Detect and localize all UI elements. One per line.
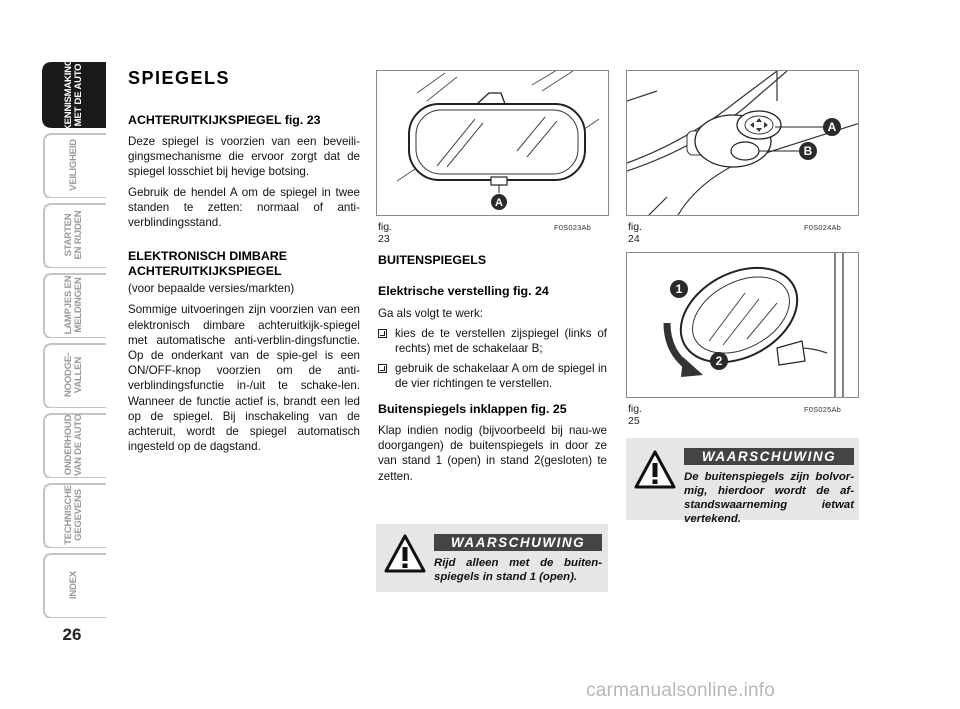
figure-23-image	[376, 70, 609, 216]
rearview-paragraph-2: Gebruik de hendel A om de spiegel in twee standen te zetten: normaal of anti-verblindingsstand.	[128, 185, 360, 230]
label-b: B	[803, 144, 813, 158]
list-item-text: kies de te verstellen zijspiegel (links of rechts) met de schakelaar B;	[395, 327, 607, 356]
tab-label: TECHNISCHE GEGEVENS	[62, 485, 84, 545]
subheading-fold: Buitenspiegels inklappen fig. 25	[378, 402, 567, 417]
section-heading-electronic: ELEKTRONISCH DIMBARE ACHTERUITKIJKSPIEGEL	[128, 249, 288, 279]
warning-text: Rijd alleen met de buiten-spiegels in stand 1 (open).	[434, 557, 602, 583]
page-title: SPIEGELS	[128, 68, 231, 88]
tab-index[interactable]	[42, 552, 106, 618]
page-number: 26	[62, 625, 82, 644]
figure-25-code: F0S025Ab	[804, 405, 842, 414]
list-item	[378, 326, 607, 356]
checkbox-icon	[378, 329, 387, 338]
label-a: A	[495, 197, 503, 209]
label-2: 2	[715, 354, 723, 368]
checkbox-icon	[378, 364, 387, 373]
tab-label: ONDERHOUD VAN DE AUTO	[62, 413, 84, 477]
electronic-subtitle: (voor bepaalde versies/markten)	[128, 282, 295, 296]
figure-23-code: F0S023Ab	[554, 223, 592, 232]
figure-24-caption: fig. 24	[628, 221, 643, 245]
tab-label: NOODGE- VALLEN	[62, 353, 84, 397]
tab-label: VEILIGHEID	[67, 139, 79, 191]
section-heading-outside: BUITENSPIEGELS	[378, 253, 487, 267]
tab-label: LAMPJES EN MELDINGEN	[62, 275, 84, 335]
list-item-text: gebruik de schakelaar A om de spiegel in de vier richtingen te verstellen.	[395, 361, 607, 390]
warning-triangle-icon	[634, 450, 676, 490]
warning-title: WAARSCHUWING	[684, 448, 854, 465]
text-column-middle	[378, 253, 607, 489]
figure-25-image	[626, 252, 859, 398]
warning-box-1	[376, 524, 608, 592]
label-1: 1	[675, 282, 683, 296]
section-heading-rearview: ACHTERUITKIJKSPIEGEL fig. 23	[128, 113, 321, 127]
figure-24-image	[626, 70, 859, 216]
watermark: carmanualsonline.info	[586, 680, 776, 701]
rearview-paragraph-1: Deze spiegel is voorzien van een beveili-gingsmechanisme die ervoor zorgt dat de spiegel losschiet bij hevige botsing.	[128, 135, 360, 179]
tab-starten[interactable]	[42, 202, 106, 268]
list-item	[378, 361, 607, 391]
figure-23-caption: fig. 23	[378, 221, 393, 245]
tab-label: KENNISMAKING MET DE AUTO	[62, 58, 84, 132]
label-a: A	[827, 120, 837, 134]
tab-label: STARTEN EN RIJDEN	[62, 210, 84, 260]
tab-label: INDEX	[67, 570, 79, 600]
warning-triangle-icon	[384, 534, 426, 574]
figure-25-caption: fig. 25	[628, 403, 643, 427]
electronic-paragraph: Sommige uitvoeringen zijn voorzien van een elektronisch dimbare achteruitkijk-spiegel met automatische anti-verblin-dingsfunctie. Op de onderkant van de spie-gel is een ON/OFF-knop voorzien om de anti-verblindingsfunctie in-/uit te schake-len. Wanneer de functie actief is, brandt een led op de spiegel. Bij inschakeling van de achteruit, wordt de spiegel automatisch ingesteld op de dagstand.	[128, 303, 360, 454]
subheading-electric-adjust: Elektrische verstelling fig. 24	[378, 284, 549, 298]
tab-kennismaking[interactable]	[42, 58, 106, 132]
warning-box-2	[626, 438, 859, 525]
tab-technische[interactable]	[42, 482, 106, 548]
tab-onderhoud[interactable]	[42, 412, 106, 478]
warning-title: WAARSCHUWING	[434, 534, 602, 551]
tab-lampjes[interactable]	[42, 272, 106, 338]
outside-intro: Ga als volgt te werk:	[378, 307, 484, 320]
warning-text: De buitenspiegels zijn bolvor-mig, hierdoor wordt de af-standswaarneming ietwat vertekend.	[684, 471, 854, 525]
tab-veiligheid[interactable]	[42, 132, 106, 198]
text-column-left	[128, 68, 360, 459]
tab-noodgevallen[interactable]	[42, 342, 106, 408]
fold-paragraph: Klap indien nodig (bijvoorbeeld bij nau-we doorgangen) de buitenspiegels in door ze van stand 1 (open) in stand 2(gesloten) te zetten.	[378, 424, 607, 483]
figure-24-code: F0S024Ab	[804, 223, 842, 232]
